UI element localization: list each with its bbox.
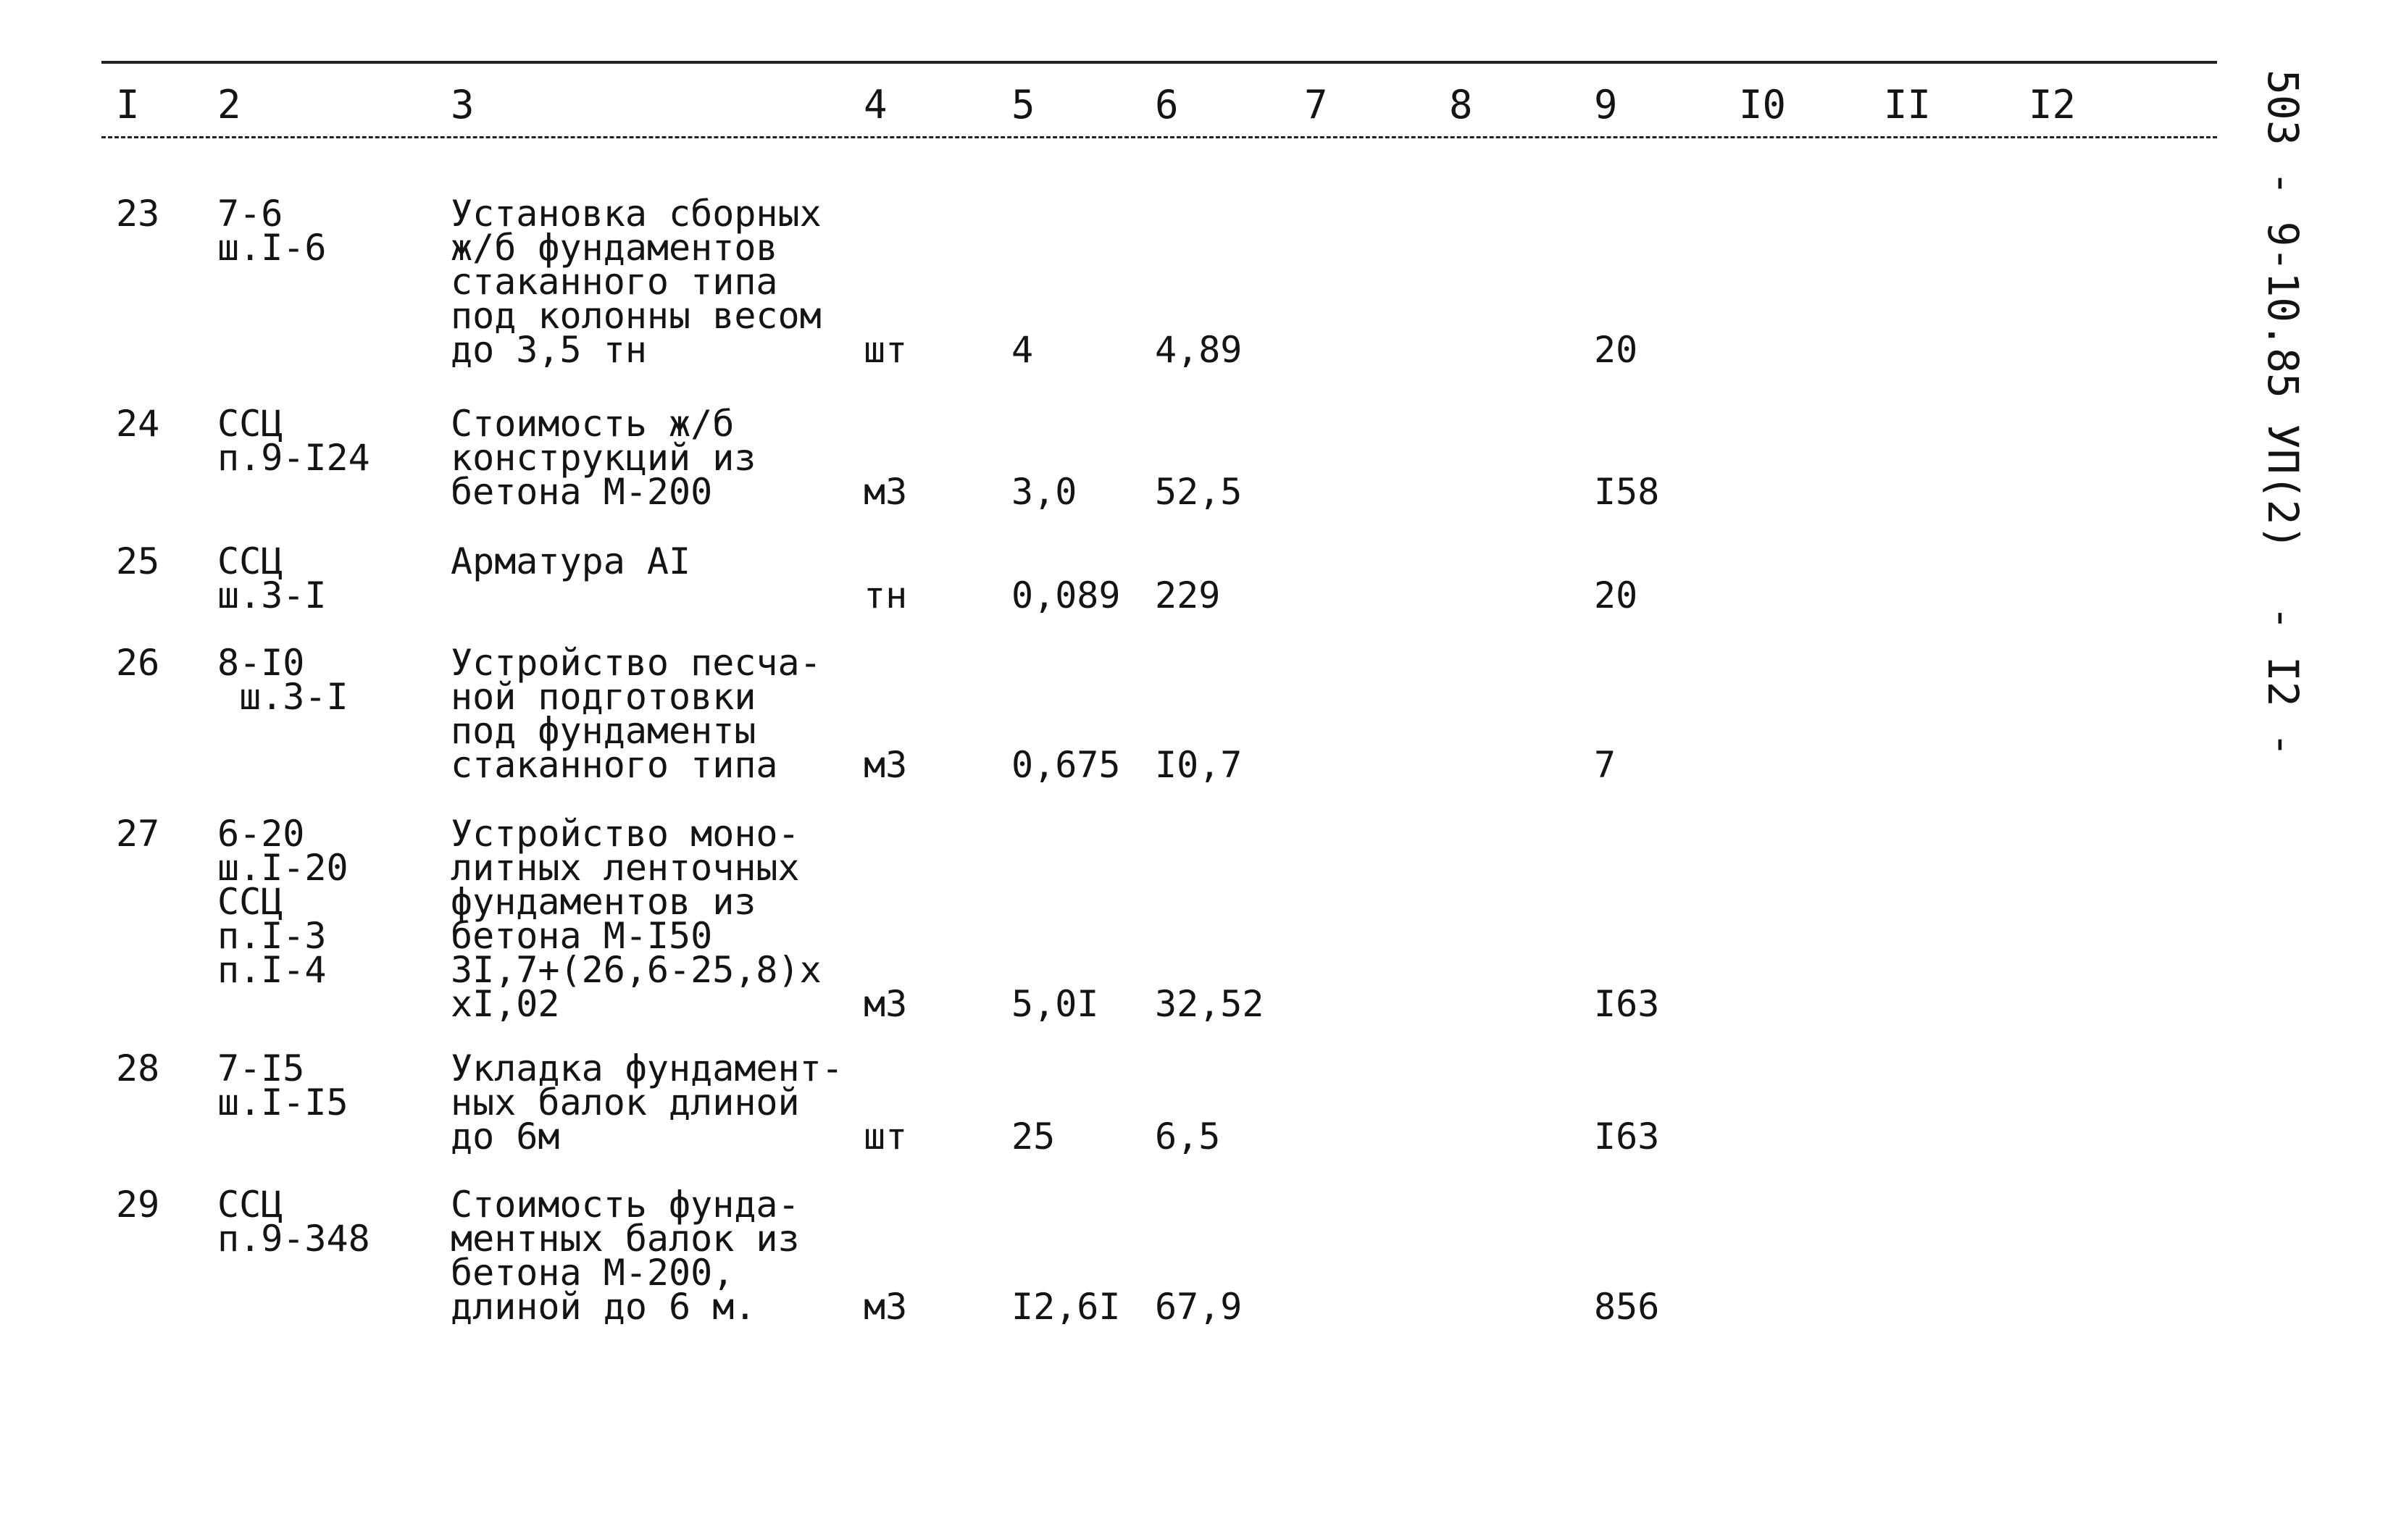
column-header-9: 9: [1594, 82, 1618, 127]
work-description: Установка сборных ж/б фундаментов стаканного типа под колонны весом до 3,5 тн: [451, 193, 822, 371]
norm-reference: 7-6 ш.I-6: [217, 193, 327, 269]
norm-reference: 8-I0 ш.3-I: [217, 642, 348, 718]
row-number: 23: [116, 193, 160, 235]
quantity: I2,6I: [1011, 1286, 1121, 1328]
unit-of-measure: м3: [864, 471, 908, 513]
quantity: 0,089: [1011, 574, 1121, 616]
unit-price: 32,52: [1155, 983, 1264, 1025]
column-header-8: 8: [1449, 82, 1473, 127]
work-description: Устройство песча- ной подготовки под фундаменты стаканного типа: [451, 642, 822, 786]
column-header-11: II: [1884, 82, 1932, 127]
total-cost: I63: [1594, 983, 1660, 1025]
row-number: 25: [116, 540, 160, 582]
quantity: 5,0I: [1011, 983, 1099, 1025]
norm-reference: ССЦ ш.3-I: [217, 540, 327, 616]
work-description: Стоимость ж/б конструкций из бетона М-200: [451, 403, 756, 513]
total-cost: I58: [1594, 471, 1660, 513]
quantity: 25: [1011, 1116, 1056, 1158]
unit-of-measure: шт: [864, 1116, 908, 1158]
unit-of-measure: м3: [864, 1286, 908, 1328]
column-header-12: I2: [2029, 82, 2076, 127]
unit-of-measure: м3: [864, 744, 908, 786]
quantity: 0,675: [1011, 744, 1121, 786]
work-description: Укладка фундамент- ных балок длиной до 6м: [451, 1047, 843, 1158]
column-header-5: 5: [1011, 82, 1035, 127]
header-top-rule: [101, 61, 2217, 64]
row-number: 24: [116, 403, 160, 445]
row-number: 26: [116, 642, 160, 684]
row-number: 29: [116, 1184, 160, 1226]
document-code: 503 - 9-10.85 УП(2): [2258, 70, 2308, 551]
total-cost: I63: [1594, 1116, 1660, 1158]
total-cost: 7: [1594, 744, 1616, 786]
total-cost: 20: [1594, 329, 1638, 371]
column-header-2: 2: [217, 82, 241, 127]
unit-of-measure: шт: [864, 329, 908, 371]
column-header-10: I0: [1739, 82, 1787, 127]
norm-reference: ССЦ п.9-I24: [217, 403, 370, 479]
total-cost: 856: [1594, 1286, 1660, 1328]
unit-price: 229: [1155, 574, 1221, 616]
column-header-4: 4: [864, 82, 888, 127]
unit-price: 4,89: [1155, 329, 1243, 371]
unit-price: 52,5: [1155, 471, 1243, 513]
unit-of-measure: тн: [864, 574, 908, 616]
work-description: Устройство моно- литных ленточных фундаментов из бетона М-I50 3I,7+(26,6-25,8)х хI,02: [451, 813, 822, 1025]
unit-price: 67,9: [1155, 1286, 1243, 1328]
unit-price: I0,7: [1155, 744, 1243, 786]
column-header-3: 3: [451, 82, 475, 127]
norm-reference: ССЦ п.9-348: [217, 1184, 370, 1260]
column-header-6: 6: [1155, 82, 1179, 127]
norm-reference: 6-20 ш.I-20 ССЦ п.I-3 п.I-4: [217, 813, 348, 991]
row-number: 27: [116, 813, 160, 855]
row-number: 28: [116, 1047, 160, 1089]
page-number: - I2 -: [2258, 606, 2308, 758]
column-header-1: I: [116, 82, 140, 127]
quantity: 4: [1011, 329, 1034, 371]
column-header-7: 7: [1304, 82, 1328, 127]
unit-of-measure: м3: [864, 983, 908, 1025]
work-description: Стоимость фунда- ментных балок из бетона М-200, длиной до 6 м.: [451, 1184, 800, 1328]
total-cost: 20: [1594, 574, 1638, 616]
header-bottom-rule: [101, 136, 2217, 138]
work-description: Арматура АI: [451, 540, 691, 582]
unit-price: 6,5: [1155, 1116, 1221, 1158]
norm-reference: 7-I5 ш.I-I5: [217, 1047, 348, 1123]
quantity: 3,0: [1011, 471, 1077, 513]
